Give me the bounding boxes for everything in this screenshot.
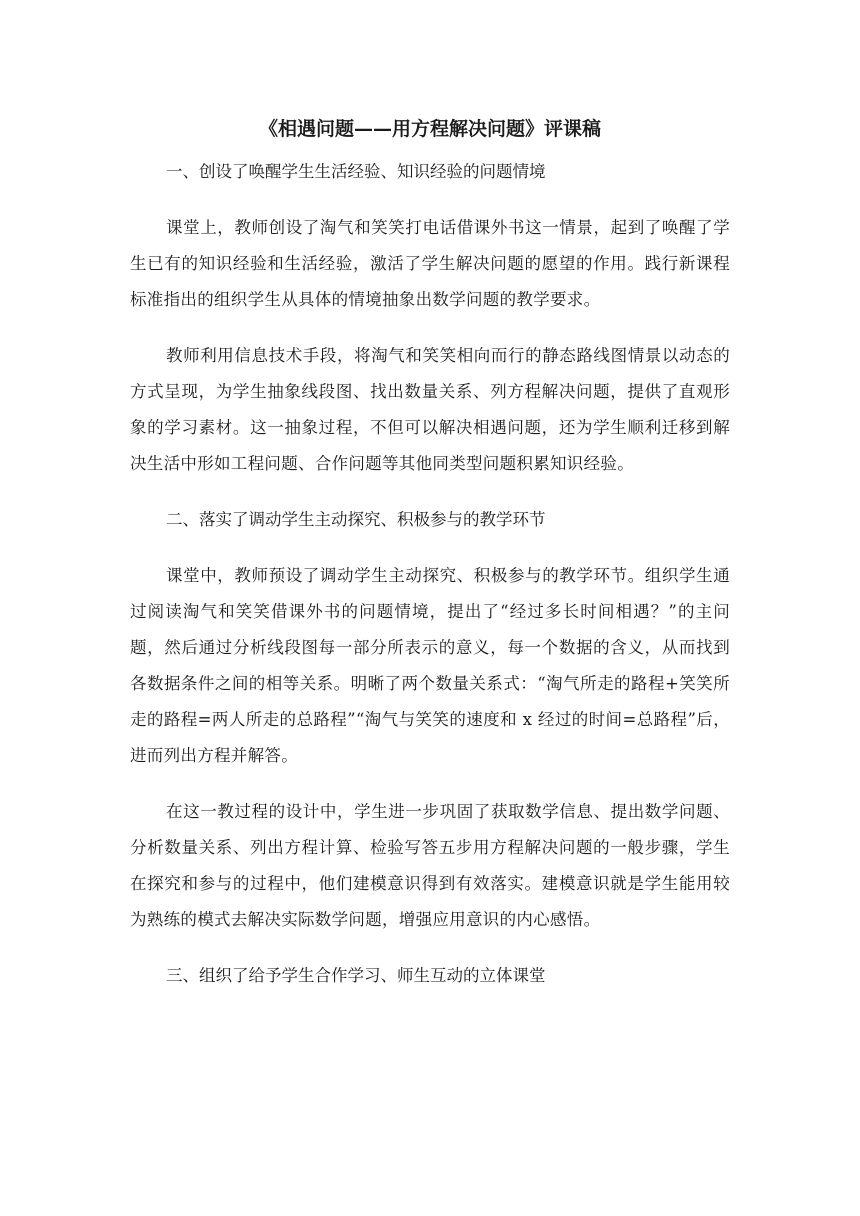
- section-2-paragraph-2: 在这一教过程的设计中，学生进一步巩固了获取数学信息、提出数学问题、分析数量关系、列出方程计算、检验写答五步用方程解决问题的一般步骤，学生在探究和参与的过程中，他们建模意识得到有效落实。建模意识就是学生能用较为熟练的模式去解决实际数学问题，增强应用意识的内心感悟。: [130, 802, 730, 929]
- document-body: [130, 154, 730, 1014]
- section-1-paragraph-1: 课堂上，教师创设了淘气和笑笑打电话借课外书这一情景，起到了唤醒了学生已有的知识经验和生活经验，激活了学生解决问题的愿望的作用。践行新课程标准指出的组织学生从具体的情境抽象出数学问题的教学要求。: [130, 218, 730, 309]
- section-heading-3: 三、组织了给予学生合作学习、师生互动的立体课堂: [166, 966, 546, 985]
- section-2-paragraph-1: 课堂中，教师预设了调动学生主动探究、积极参与的教学环节。组织学生通过阅读淘气和笑笑借课外书的问题情境，提出了“经过多长时间相遇？”的主问题，然后通过分析线段图每一部分所表示的意义，每一个数据的含义，从而找到各数据条件之间的相等关系。明晰了两个数量关系式：“淘气所走的路程+笑笑所走的路程=两人所走的总路程”“淘气与笑笑的速度和 x 经过的时间=总路程”后，进而列出方程并解答。: [130, 566, 730, 765]
- section-heading-1: 一、创设了唤醒学生生活经验、知识经验的问题情境: [166, 162, 546, 181]
- section-1-paragraph-2: 教师利用信息技术手段，将淘气和笑笑相向而行的静态路线图情景以动态的方式呈现，为学生抽象线段图、找出数量关系、列方程解决问题，提供了直观形象的学习素材。这一抽象过程，不但可以解决相遇问题，还为学生顺利迁移到解决生活中形如工程问题、合作问题等其他同类型问题积累知识经验。: [130, 346, 730, 473]
- section-heading-2: 二、落实了调动学生主动探究、积极参与的教学环节: [166, 510, 546, 529]
- document-title: 《相遇问题——用方程解决问题》评课稿: [258, 118, 601, 140]
